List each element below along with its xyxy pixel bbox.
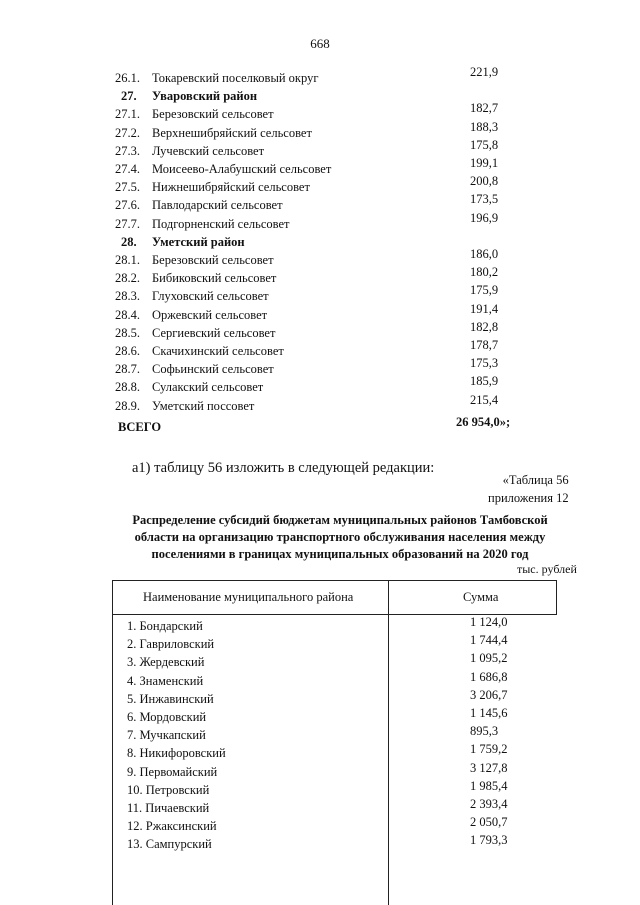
table-row: [0, 669, 640, 692]
page-number: 668: [310, 36, 330, 51]
district-sum: 1 759,2: [470, 742, 508, 757]
row-value: 186,0: [470, 247, 499, 261]
row-value: 191,4: [470, 301, 499, 316]
district-sum: 2 393,4: [470, 797, 508, 811]
table-reference: [488, 471, 569, 507]
settlement-row: [0, 265, 640, 289]
row-number: 27.1.: [115, 107, 140, 122]
row-number: 28.4.: [115, 307, 140, 322]
district-name: 5. Инжавинский: [127, 691, 214, 706]
settlement-row: [0, 119, 640, 144]
units-label: тыс. рублей: [517, 562, 577, 576]
row-number: 27.4.: [115, 162, 140, 176]
column-header-name: Наименование муниципального района: [143, 590, 354, 604]
district-name: 1. Бондарский: [127, 619, 203, 633]
settlement-row: [0, 338, 640, 362]
row-number: 28.2.: [115, 271, 140, 286]
table-row: [0, 687, 640, 710]
row-name: Оржевский сельсовет: [152, 307, 268, 322]
row-number: 28.5.: [115, 325, 140, 340]
district-sum: 3 127,8: [470, 760, 508, 775]
row-name: Глуховский сельсовет: [152, 289, 269, 304]
district-name: 3. Жердевский: [127, 655, 205, 670]
district-sum: 1 686,8: [470, 669, 508, 684]
table-ref-line1: «Таблица 56: [502, 473, 569, 487]
row-name: Бибиковский сельсовет: [152, 271, 277, 286]
table-row: [0, 797, 640, 819]
settlement-row: [0, 392, 640, 417]
settlement-row: [0, 356, 640, 380]
district-sum: 1 985,4: [470, 778, 508, 793]
row-value: 180,2: [470, 265, 499, 280]
row-number: 27.3.: [115, 143, 140, 158]
row-number: 28.7.: [115, 362, 140, 377]
row-number: 28.3.: [115, 289, 140, 304]
row-value: 196,9: [470, 210, 499, 225]
settlement-row: [0, 283, 640, 307]
row-number: 28.1.: [115, 253, 140, 267]
row-number: 26.1.: [115, 71, 140, 85]
district-sum: 1 124,0: [470, 615, 508, 629]
row-number: 27.6.: [115, 198, 140, 213]
settlement-row: [0, 192, 640, 216]
row-value: 182,8: [470, 319, 499, 334]
row-name: Моисеево-Алабушский сельсовет: [152, 162, 332, 176]
column-header-sum: Сумма: [463, 590, 499, 604]
row-name: Березовский сельсовет: [152, 253, 274, 267]
district-sum: 895,3: [470, 724, 499, 739]
row-name: Сулакский сельсовет: [152, 380, 264, 395]
row-value: 182,7: [470, 101, 499, 116]
settlement-row: [0, 247, 640, 271]
row-name: Скачихинский сельсовет: [152, 344, 284, 358]
row-name: Подгорненский сельсовет: [152, 216, 290, 231]
row-value: 200,8: [470, 174, 499, 189]
district-name: 12. Ржаксинский: [127, 819, 217, 834]
district-sum: 3 206,7: [470, 687, 508, 702]
district-sum: 1 095,2: [470, 651, 508, 666]
row-number: 27.2.: [115, 125, 140, 140]
district-heading: [0, 235, 640, 253]
row-name: Сергиевский сельсовет: [152, 325, 276, 340]
row-name: Уваровский район: [152, 89, 258, 104]
district-sum: 1 145,6: [470, 706, 508, 720]
row-number: 28.: [121, 234, 137, 249]
settlement-row: [0, 301, 640, 326]
district-name: 2. Гавриловский: [127, 637, 215, 652]
settlement-row: [0, 374, 640, 398]
row-name: Березовский сельсовет: [152, 107, 274, 122]
row-number: 27.: [121, 89, 137, 104]
row-value: 188,3: [470, 119, 499, 134]
row-number: 27.5.: [115, 180, 140, 195]
district-name: 8. Никифоровский: [127, 746, 226, 761]
row-number: 27.7.: [115, 216, 140, 231]
district-sum: 1 793,3: [470, 833, 508, 848]
row-name: Софьинский сельсовет: [152, 362, 274, 377]
table2-header: [112, 580, 557, 615]
row-value: 221,9: [470, 65, 499, 79]
total-label: ВСЕГО: [118, 420, 162, 434]
table-row: [0, 633, 640, 655]
instruction-text: а1) таблицу 56 изложить в следующей редакции:: [132, 460, 435, 476]
row-name: Уметский поссовет: [152, 398, 255, 413]
row-name: Павлодарский сельсовет: [152, 198, 283, 213]
row-name: Нижнешибряйский сельсовет: [152, 180, 310, 195]
table-row: [0, 651, 640, 673]
district-name: 4. Знаменский: [127, 673, 204, 688]
row-value: 178,7: [470, 338, 499, 352]
settlement-row: [0, 137, 640, 162]
table-row: [0, 778, 640, 801]
district-name: 9. Первомайский: [127, 764, 218, 779]
settlement-row: [0, 174, 640, 198]
row-name: Лучевский сельсовет: [152, 143, 265, 158]
table-row: [0, 815, 640, 837]
district-sum: 1 744,4: [470, 633, 508, 648]
row-name: Уметский район: [152, 234, 245, 249]
district-name: 10. Петровский: [127, 782, 210, 797]
row-value: 215,4: [470, 392, 499, 407]
row-number: 28.8.: [115, 380, 140, 395]
district-name: 6. Мордовский: [127, 710, 207, 724]
row-value: 173,5: [470, 192, 499, 207]
district-name: 11. Пичаевский: [127, 801, 210, 815]
table-row: [0, 833, 640, 855]
table-row: [0, 706, 640, 728]
table-title: Распределение субсидий бюджетам муниципальных районов Тамбовской области на организацию транспортного обслуживания населения между поселениями в границах муниципальных образований на 2020 год: [132, 513, 548, 561]
table-row: [0, 724, 640, 746]
row-number: 28.6.: [115, 344, 140, 358]
row-value: 199,1: [470, 156, 499, 170]
settlement-row: [0, 319, 640, 344]
settlement-row: [0, 156, 640, 180]
district-name: 13. Сампурский: [127, 837, 212, 852]
settlement-row: [0, 210, 640, 235]
settlement-row: [0, 101, 640, 125]
district-sum: 2 050,7: [470, 815, 508, 830]
row-value: 175,8: [470, 137, 499, 152]
row-number: 28.9.: [115, 398, 140, 413]
table-row: [0, 742, 640, 764]
row-value: 185,9: [470, 374, 499, 389]
table-row: [0, 760, 640, 783]
district-name: 7. Мучкапский: [127, 728, 206, 743]
table-ref-line2: приложения 12: [488, 491, 569, 505]
settlement-row: [0, 65, 640, 89]
row-name: Токаревский поселковый округ: [152, 71, 319, 85]
row-name: Верхнешибряйский сельсовет: [152, 125, 312, 140]
district-heading: [0, 89, 640, 107]
row-value: 175,9: [470, 283, 499, 298]
table-row: [0, 615, 640, 637]
total-value: 26 954,0»;: [456, 415, 511, 429]
row-value: 175,3: [470, 356, 499, 371]
